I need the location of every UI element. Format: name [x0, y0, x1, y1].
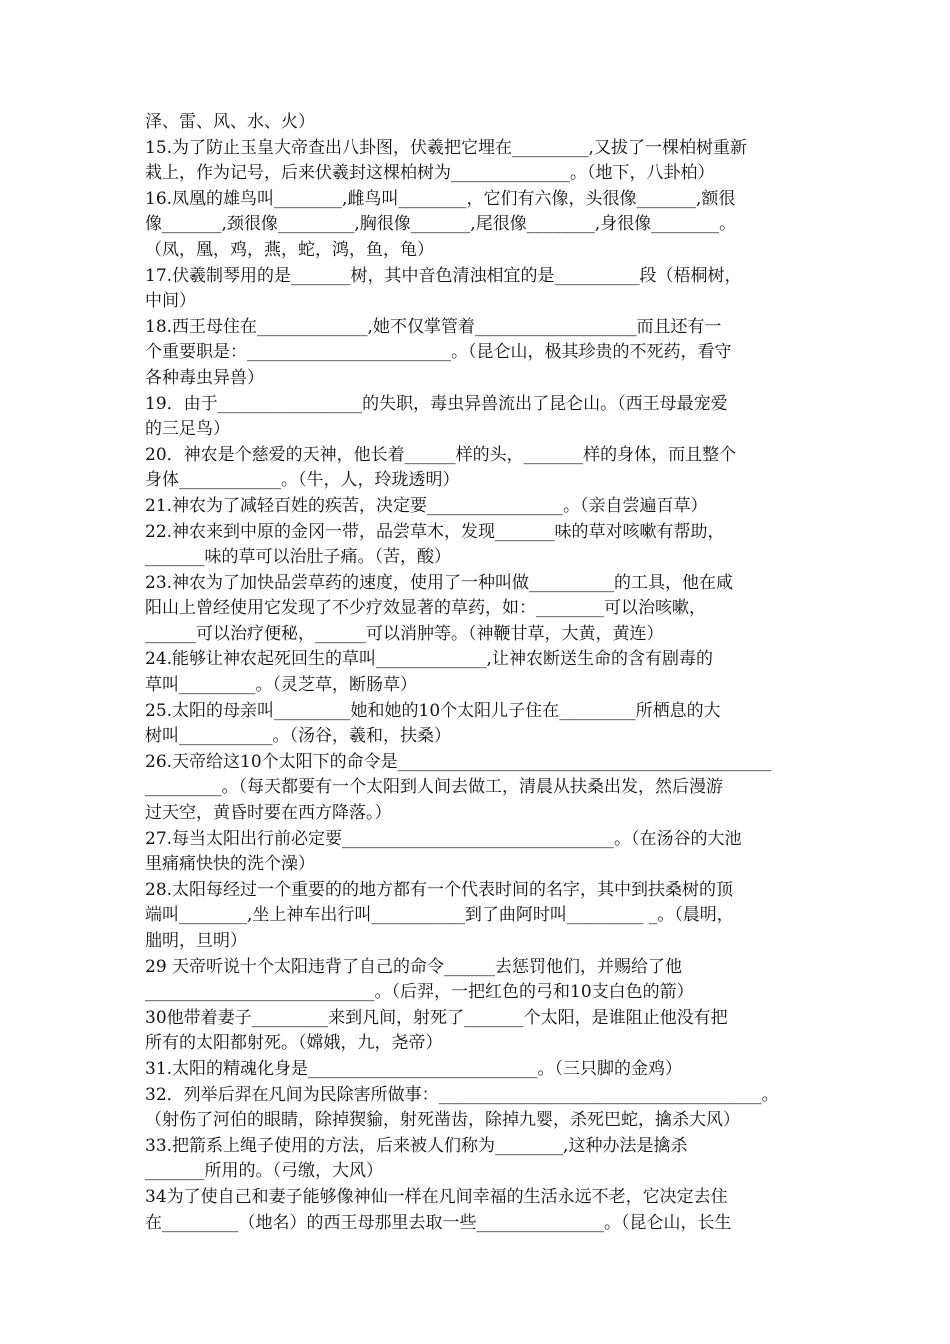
text-line: _______所用的。（弓缴，大风） [145, 1161, 383, 1182]
text-line: ___________________________。（后羿，一把红色的弓和10支白色的箭） [145, 982, 694, 1003]
text-line: 17.伏羲制琴用的是_______树，其中音色清浊相宜的是__________段（梧桐树， [145, 265, 742, 286]
text-line: 阳山上曾经使用它发现了不少疗效显著的草药，如：________可以治咳嗽， [145, 598, 706, 619]
text-line: 18.西王母住在_____________,她不仅掌管着___________________而且还有一 [145, 316, 722, 337]
text-line: 30他带着妻子_________来到凡间，射死了_______个太阳，是谁阻止他没有把 [145, 1007, 728, 1028]
text-line: 所有的太阳都射死。（嫦娥，九，尧帝） [145, 1033, 443, 1054]
text-line: ______可以治疗便秘，______可以消肿等。（神鞭甘草，大黄，黄连） [145, 623, 664, 644]
text-line: 个重要职是：________________________。（昆仑山，极其珍贵的不死药，看守 [145, 342, 732, 363]
text-line: 21.神农为了减轻百姓的疾苦，决定要________________。（亲自尝遍百草） [145, 495, 708, 516]
text-line: _________。（每天都要有一个太阳到人间去做工，清晨从扶桑出发，然后漫游 [145, 777, 723, 798]
worksheet-text [145, 110, 855, 1236]
text-line: 19．由于_________________的失职，毒虫异兽流出了昆仑山。（西王母最宠爱 [145, 393, 728, 414]
text-line: 像_______,颈很像_________,胸很像_______,尾很像________,身很像________。 [145, 214, 737, 235]
text-line: 端叫________,坐上神车出行叫___________到了曲阿时叫_________ _。（晨明， [145, 905, 734, 926]
text-line: 32．列举后羿在凡间为民除害所做事：______________________________________。 [145, 1084, 779, 1105]
text-line: 里痛痛快快的洗个澡） [145, 854, 315, 875]
text-line: 泽、雷、风、水、火） [145, 112, 315, 132]
text-line: （射伤了河伯的眼睛，除掉猰貐，射死凿齿，除掉九婴，杀死巴蛇，擒杀大风） [145, 1110, 740, 1131]
text-line: 栽上，作为记号，后来伏羲封这棵柏树为______________。（地下，八卦柏） [145, 163, 715, 184]
text-line: 16.凤凰的雄鸟叫________,雌鸟叫________，它们有六像，头很像_______,额很 [145, 188, 736, 209]
text-line: 中间） [145, 291, 196, 312]
text-line: 15.为了防止玉皇大帝查出八卦图，伏羲把它埋在_________,又拔了一棵柏树重新 [145, 137, 747, 158]
text-line: 在_________（地名）的西王母那里去取一些_______________。（昆仑山，长生 [145, 1212, 732, 1233]
text-line: _______味的草可以治肚子痛。（苦，酸） [145, 547, 451, 568]
text-line: 22.神农来到中原的金冈一带，品尝草木，发现_______味的草对咳嗽有帮助， [145, 521, 725, 542]
text-line: 身体____________。（牛，人，玲珑透明） [145, 470, 460, 491]
text-line: 29 天帝听说十个太阳违背了自己的命令______去惩罚他们，并赐给了他 [145, 956, 683, 977]
text-line: 过天空，黄昏时要在西方降落。） [145, 803, 392, 824]
text-line: 34为了使自己和妻子能够像神仙一样在凡间幸福的生活永远不老，它决定去住 [145, 1186, 728, 1207]
text-line: 26.天帝给这10个太阳下的命令是____________________________________________ [145, 751, 772, 772]
text-line: 草叫_________。（灵芝草，断肠草） [145, 675, 417, 696]
text-line: 树叫___________。（汤谷，羲和，扶桑） [145, 726, 451, 747]
text-line: 28.太阳每经过一个重要的的地方都有一个代表时间的名字，其中到扶桑树的顶 [145, 879, 734, 900]
text-line: 朏明，旦明） [145, 931, 247, 951]
text-line: 27.每当太阳出行前必定要________________________________。（在汤谷的大池 [145, 828, 742, 849]
text-line: 25.太阳的母亲叫_________她和她的10个太阳儿子住在_________所栖息的大 [145, 700, 721, 721]
text-line: （凤，凰，鸡，燕，蛇，鸿，鱼，龟） [145, 239, 434, 260]
text-line: 20．神农是个慈爱的天神，他长着______样的头，_______样的身体，而且整个 [145, 444, 737, 465]
text-line: 的三足鸟） [145, 419, 230, 440]
text-line: 23.神农为了加快品尝草药的速度，使用了一种叫做__________的工具，他在咸 [145, 572, 734, 593]
text-line: 24.能够让神农起死回生的草叫_____________,让神农断送生命的含有剧毒的 [145, 649, 713, 670]
text-line: 31.太阳的精魂化身是___________________________。（三只脚的金鸡） [145, 1058, 683, 1079]
text-line: 33.把箭系上绳子使用的方法，后来被人们称为________,这种办法是擒杀 [145, 1135, 688, 1156]
text-line: 各种毒虫异兽） [145, 367, 264, 388]
